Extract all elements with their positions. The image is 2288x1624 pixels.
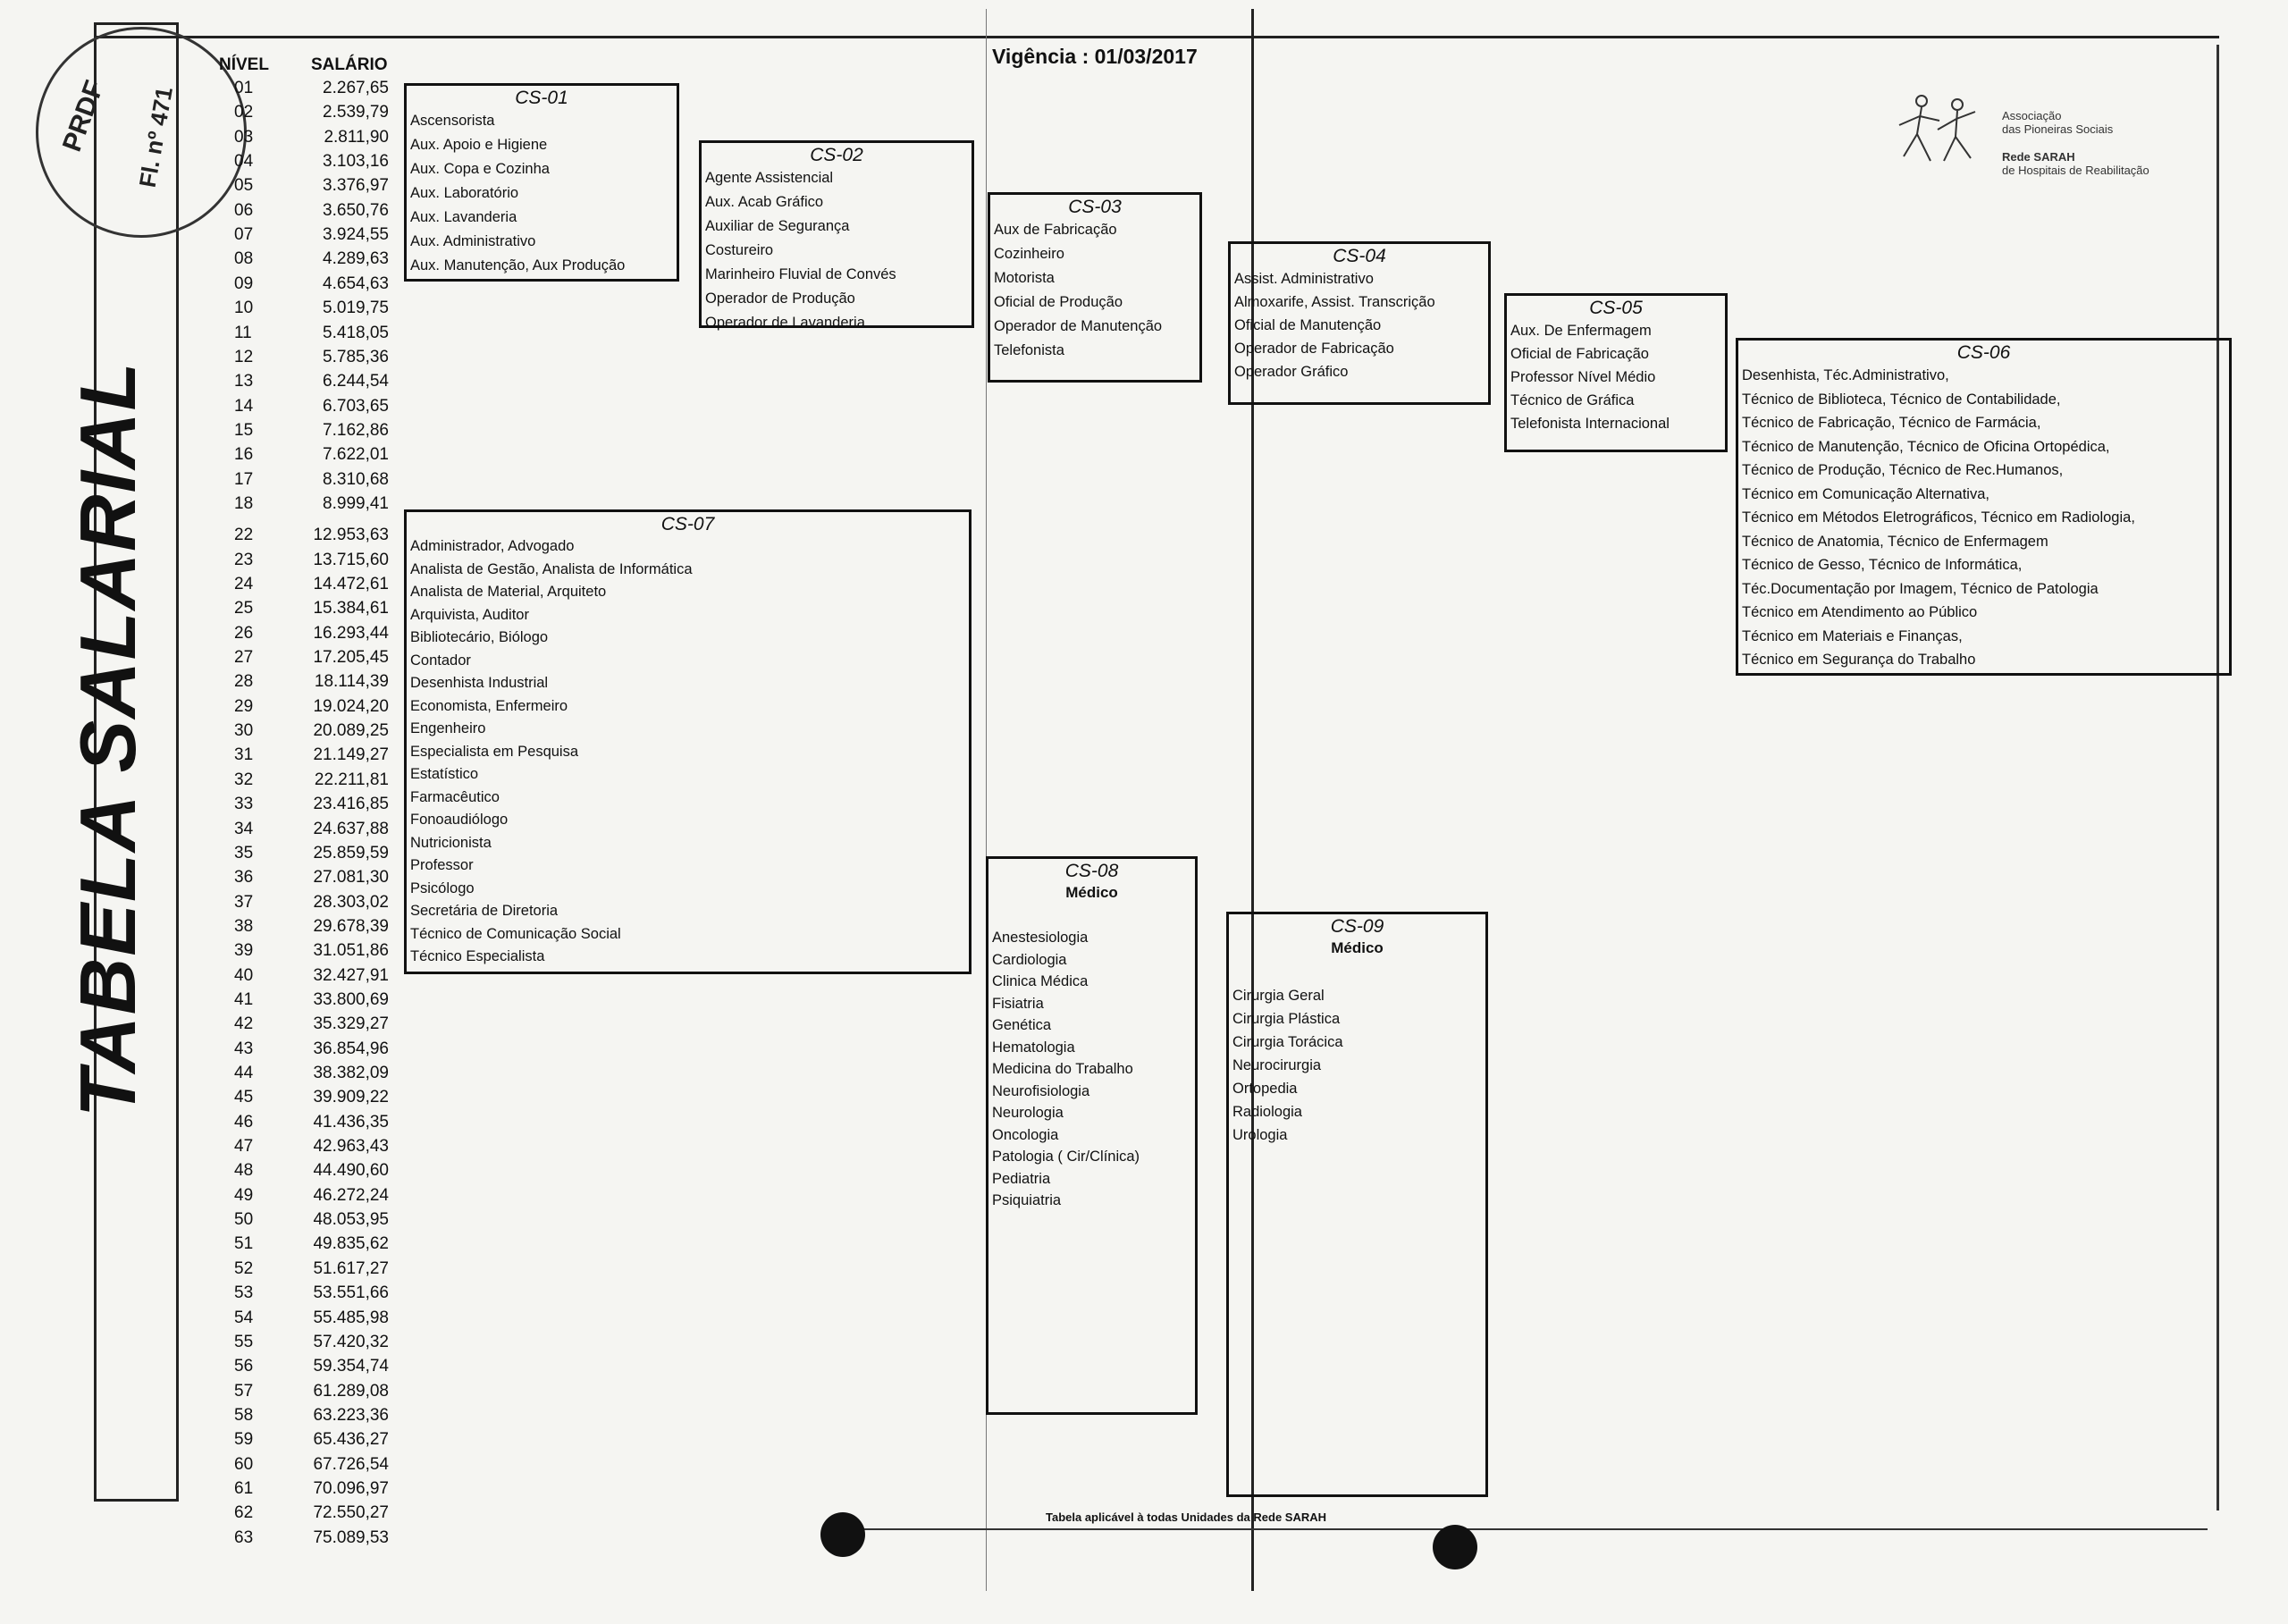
job-title: Clinica Médica [992,973,1089,989]
job-title: Téc.Documentação por Imagem, Técnico de Patologia [1742,580,2099,597]
level-salary: 31.051,86 [313,941,389,961]
level-number: 03 [234,127,254,147]
stamp-number: Fl. nº 471 [133,84,178,189]
group-title: CS-09 [1330,916,1384,937]
level-number: 14 [234,396,254,416]
group-cs04 [1228,241,1491,405]
level-number: 62 [234,1503,254,1523]
stamp-top-text: PRDF [56,76,110,156]
level-salary: 53.551,66 [313,1283,389,1303]
job-title: Marinheiro Fluvial de Convés [705,266,896,282]
job-title: Psicólogo [410,879,475,896]
level-salary: 28.303,02 [313,892,389,912]
level-number: 57 [234,1381,254,1401]
group-cs02 [699,140,974,331]
job-title: Ascensorista [410,113,495,129]
level-salary: 42.963,43 [313,1137,389,1157]
job-title: Cirurgia Torácica [1232,1034,1343,1050]
level-number: 07 [234,225,254,245]
job-title: Técnico de Fabricação, Técnico de Farmácia, [1742,415,2041,431]
level-salary: 13.715,60 [313,550,389,569]
level-number: 49 [234,1185,254,1205]
level-salary: 75.089,53 [313,1527,389,1547]
job-title: Telefonista Internacional [1510,416,1670,432]
punch-hole [820,1512,865,1557]
level-salary: 49.835,62 [313,1234,389,1254]
level-number: 30 [234,721,254,741]
group-title: CS-03 [1068,197,1122,217]
level-salary: 48.053,95 [313,1210,389,1230]
level-number: 56 [234,1357,254,1376]
job-title: Especialista em Pesquisa [410,743,579,760]
group-subtitle: Médico [1331,939,1384,956]
job-title: Aux. Copa e Cozinha [410,161,550,177]
job-title: Auxiliar de Segurança [705,218,850,234]
job-title: Oficial de Produção [994,294,1123,310]
level-salary: 8.999,41 [323,493,389,513]
level-number: 42 [234,1014,254,1034]
job-title: Aux. Lavanderia [410,209,517,225]
level-salary: 20.089,25 [313,721,389,741]
level-number: 33 [234,795,254,814]
level-number: 32 [234,770,254,789]
level-number: 60 [234,1454,254,1474]
level-number: 35 [234,843,254,862]
level-salary: 2.539,79 [323,103,389,122]
level-salary: 72.550,27 [313,1503,389,1523]
level-number: 61 [234,1478,254,1498]
job-title: Analista de Material, Arquiteto [410,584,607,600]
job-title: Radiologia [1232,1104,1302,1120]
level-number: 17 [234,469,254,489]
job-title: Cirurgia Plástica [1232,1011,1341,1027]
level-number: 23 [234,550,254,569]
level-salary: 19.024,20 [313,696,389,716]
job-title: Desenhista, Téc.Administrativo, [1742,367,1949,383]
level-salary: 5.785,36 [323,347,389,366]
job-title: Analista de Gestão, Analista de Informática [410,560,693,577]
job-title: Estatístico [410,766,479,782]
job-title: Urologia [1232,1127,1288,1143]
level-number: 10 [234,299,254,318]
job-title: Neurologia [992,1105,1064,1121]
job-title: Operador de Fabricação [1234,341,1394,357]
job-title: Pediatria [992,1170,1051,1187]
job-title: Técnico de Gesso, Técnico de Informática, [1742,557,2023,573]
level-salary: 63.223,36 [313,1405,389,1425]
job-title: Técnico em Materiais e Finanças, [1742,627,1963,644]
job-title: Nutricionista [410,834,492,851]
level-salary: 38.382,09 [313,1064,389,1082]
group-cs03 [988,192,1202,383]
level-salary: 29.678,39 [313,916,389,936]
job-title: Aux. Administrativo [410,233,536,249]
level-number: 36 [234,868,254,888]
level-number: 13 [234,372,254,391]
org-line3: Rede SARAH [2002,150,2075,164]
level-salary: 41.436,35 [313,1112,389,1132]
job-title: Aux. Manutenção, Aux Produção [410,257,626,273]
group-title: CS-08 [1064,861,1119,881]
header-salario: SALÁRIO [311,55,388,74]
job-title: Engenheiro [410,720,486,736]
level-number: 06 [234,200,254,220]
level-salary: 67.726,54 [313,1454,389,1474]
group-title: CS-04 [1333,246,1386,266]
level-salary: 4.289,63 [323,249,389,269]
job-title: Bibliotecário, Biólogo [410,629,549,645]
level-salary: 15.384,61 [313,599,389,618]
level-number: 37 [234,892,254,912]
vigencia-date: Vigência : 01/03/2017 [992,45,1198,68]
level-number: 39 [234,941,254,961]
level-salary: 17.205,45 [313,648,389,668]
level-number: 53 [234,1283,254,1303]
job-title: Economista, Enfermeiro [410,697,568,714]
job-title: Hematologia [992,1039,1075,1056]
level-salary: 4.654,63 [323,273,389,293]
job-title: Telefonista [994,342,1064,358]
protocol-stamp [36,27,247,238]
group-cs06 [1736,338,2232,676]
level-salary: 57.420,32 [313,1332,389,1351]
job-title: Assist. Administrativo [1234,271,1374,287]
job-title: Administrador, Advogado [410,538,575,554]
level-salary: 25.859,59 [313,843,389,862]
job-title: Técnico em Atendimento ao Público [1742,604,1978,620]
level-salary: 7.162,86 [323,420,389,440]
job-title: Anestesiologia [992,930,1089,946]
job-title: Oficial de Fabricação [1510,346,1649,362]
level-salary: 2.267,65 [323,79,389,97]
job-title: Desenhista Industrial [410,675,549,691]
job-title: Farmacêutico [410,788,500,805]
level-number: 28 [234,672,254,692]
level-salary: 6.703,65 [323,396,389,416]
level-salary: 35.329,27 [313,1014,389,1034]
job-title: Fisiatria [992,995,1044,1012]
level-salary: 8.310,68 [323,469,389,489]
job-title: Patologia ( Cir/Clínica) [992,1149,1140,1165]
level-number: 27 [234,648,254,668]
level-salary: 21.149,27 [313,745,389,765]
level-salary: 2.811,90 [324,127,389,147]
job-title: Motorista [994,270,1055,286]
job-title: Almoxarife, Assist. Transcrição [1234,294,1435,310]
job-title: Professor Nível Médio [1510,369,1656,385]
group-title: CS-02 [810,145,863,165]
level-number: 55 [234,1332,254,1351]
job-title: Ortopedia [1232,1081,1298,1097]
level-salary: 70.096,97 [313,1478,389,1498]
level-number: 52 [234,1258,254,1278]
job-title: Neurofisiologia [992,1082,1090,1099]
level-number: 34 [234,819,254,838]
level-salary: 32.427,91 [313,965,389,985]
job-title: Fonoaudiólogo [410,812,509,828]
group-cs05 [1504,293,1728,452]
org-line4: de Hospitais de Reabilitação [2002,164,2149,177]
level-number: 43 [234,1039,254,1058]
level-number: 24 [234,575,254,593]
job-title: Arquivista, Auditor [410,606,529,623]
job-title: Aux. Apoio e Higiene [410,137,548,153]
job-title: Secretária de Diretoria [410,903,559,919]
job-title: Técnico em Comunicação Alternativa, [1742,485,1989,502]
group-subtitle: Médico [1065,884,1118,901]
level-number: 41 [234,989,254,1009]
job-title: Oncologia [992,1126,1059,1143]
job-title: Medicina do Trabalho [992,1061,1133,1077]
job-title: Neurocirurgia [1232,1057,1322,1073]
level-number: 08 [234,249,254,269]
level-salary: 3.103,16 [323,152,389,172]
level-number: 12 [234,347,254,366]
level-salary: 61.289,08 [313,1381,389,1401]
job-title: Técnico de Produção, Técnico de Rec.Humanos, [1742,462,2064,478]
job-title: Aux. De Enfermagem [1510,323,1652,339]
level-number: 54 [234,1308,254,1327]
level-salary: 36.854,96 [313,1039,389,1058]
level-salary: 59.354,74 [313,1357,389,1376]
level-number: 16 [234,445,254,465]
level-salary: 7.622,01 [323,445,389,465]
job-title: Cozinheiro [994,246,1064,262]
job-title: Psiquiatria [992,1192,1062,1208]
sarah-logo-icon [1886,85,1993,183]
level-salary: 44.490,60 [313,1161,389,1181]
level-number: 09 [234,273,254,293]
job-title: Oficial de Manutenção [1234,317,1382,333]
level-number: 50 [234,1210,254,1230]
level-number: 01 [234,79,254,97]
level-number: 40 [234,965,254,985]
punch-hole [1433,1525,1477,1569]
level-salary: 55.485,98 [313,1308,389,1327]
level-number: 04 [234,152,254,172]
group-title: CS-01 [515,88,568,108]
page-title: TABELA SALARIAL [63,360,152,1117]
level-number: 58 [234,1405,254,1425]
job-title: Técnico de Biblioteca, Técnico de Contabilidade, [1742,391,2061,408]
level-number: 46 [234,1112,254,1132]
level-number: 02 [234,103,254,122]
level-salary: 39.909,22 [313,1088,389,1107]
level-number: 47 [234,1137,254,1157]
level-salary: 33.800,69 [313,989,389,1009]
footer-line [858,1528,2208,1530]
level-salary: 3.650,76 [323,200,389,220]
level-number: 63 [234,1527,254,1547]
level-salary: 14.472,61 [313,575,389,593]
job-title: Técnico de Anatomia, Técnico de Enfermagem [1742,533,2048,550]
level-salary: 18.114,39 [314,672,389,692]
org-line2: das Pioneiras Sociais [2002,122,2114,136]
level-salary: 3.376,97 [323,176,389,196]
job-title: Operador de Manutenção [994,318,1163,334]
job-title: Técnico de Gráfica [1510,392,1635,408]
level-number: 15 [234,420,254,440]
level-number: 05 [234,176,254,196]
job-title: Técnico em Métodos Eletrográficos, Técnico em Radiologia, [1742,509,2135,526]
level-salary: 46.272,24 [313,1185,389,1205]
level-number: 44 [234,1064,254,1082]
level-salary: 65.436,27 [313,1430,389,1450]
group-cs08 [986,856,1198,1415]
level-number: 11 [234,323,252,342]
job-title: Técnico em Segurança do Trabalho [1742,652,1976,668]
header-nivel: NÍVEL [219,55,269,74]
level-number: 29 [234,696,254,716]
job-title: Aux de Fabricação [994,222,1117,238]
job-title: Operador de Lavanderia [705,315,865,331]
job-title: Cirurgia Geral [1232,988,1325,1004]
group-title: CS-07 [660,514,715,534]
job-title: Aux. Acab Gráfico [705,194,824,210]
level-salary: 6.244,54 [323,372,389,391]
job-title: Cardiologia [992,951,1067,968]
level-number: 51 [234,1234,254,1254]
level-number: 31 [234,745,254,765]
footer-note: Tabela aplicável à todas Unidades da Rede SARAH [1046,1510,1327,1524]
level-number: 18 [234,493,254,513]
group-title: CS-06 [1956,342,2011,363]
job-title: Aux. Laboratório [410,185,519,201]
level-salary: 27.081,30 [313,868,389,888]
level-salary: 5.418,05 [323,323,389,342]
frame-right-border [2216,45,2219,1510]
level-number: 48 [234,1161,254,1181]
level-salary: 3.924,55 [323,225,389,245]
level-number: 25 [234,599,254,618]
job-title: Agente Assistencial [705,170,834,186]
job-title: Técnico Especialista [410,948,545,964]
job-title: Técnico de Comunicação Social [410,925,621,942]
level-salary: 22.211,81 [314,770,389,789]
job-title: Operador de Produção [705,290,855,307]
group-cs09 [1226,912,1488,1497]
level-salary: 24.637,88 [313,819,389,838]
level-salary: 16.293,44 [313,623,389,643]
group-title: CS-05 [1589,298,1643,318]
job-title: Costureiro [705,242,774,258]
job-title: Contador [410,652,471,669]
level-salary: 5.019,75 [323,299,389,318]
group-cs07 [404,509,972,974]
org-line1: Associação [2002,109,2062,122]
level-number: 59 [234,1430,254,1450]
level-number: 45 [234,1088,254,1107]
level-number: 38 [234,916,254,936]
level-salary: 12.953,63 [313,526,389,545]
job-title: Técnico de Manutenção, Técnico de Oficina Ortopédica, [1742,438,2110,455]
job-title: Operador Gráfico [1234,364,1349,380]
job-title: Professor [410,857,474,873]
level-salary: 23.416,85 [313,795,389,814]
level-salary: 51.617,27 [313,1258,389,1278]
group-cs01 [404,83,679,282]
job-title: Genética [992,1017,1052,1033]
level-number: 26 [234,623,254,643]
level-number: 22 [234,526,254,545]
